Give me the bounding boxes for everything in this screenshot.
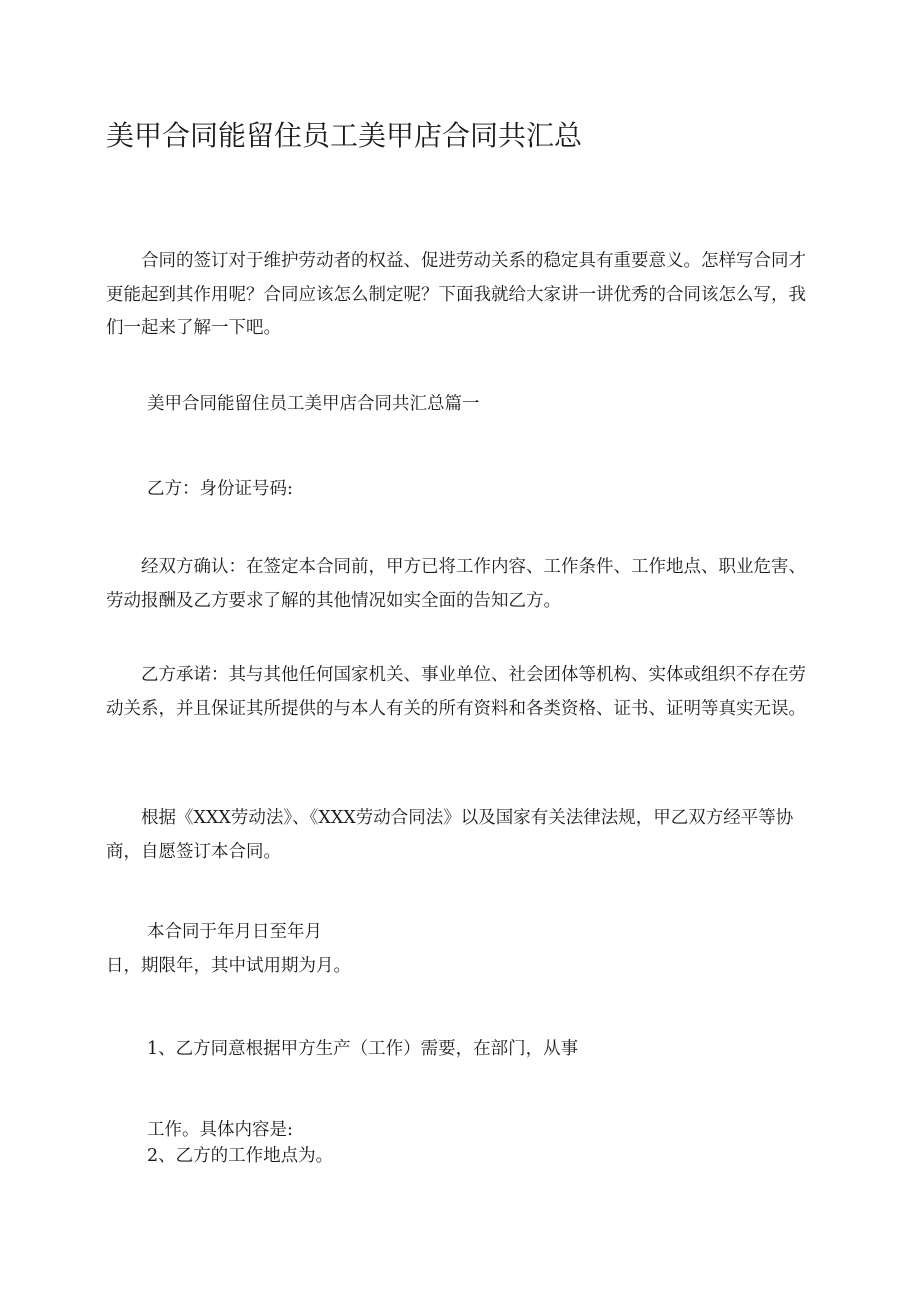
confirmation-paragraph: 经双方确认：在签定本合同前，甲方已将工作内容、工作条件、工作地点、职业危害、劳动报酬及乙方要求了解的其他情况如实全面的告知乙方。 — [106, 557, 806, 611]
section-heading: 美甲合同能留住员工美甲店合同共汇总篇一 — [147, 394, 480, 414]
party-b-id-line: 乙方：身份证号码: — [147, 479, 293, 499]
legal-basis-paragraph: 根据《XXX劳动法》、《XXX劳动合同法》以及国家有关法律法规，甲乙双方经平等协商，自愿签订本合同。 — [106, 808, 794, 862]
intro-paragraph: 合同的签订对于维护劳动者的权益、促进劳动关系的稳定具有重要意义。怎样写合同才更能起到其作用呢？合同应该怎么制定呢？下面我就给大家讲一讲优秀的合同该怎么写，我们一起来了解一下吧。 — [106, 251, 806, 338]
commitment-paragraph: 乙方承诺：其与其他任何国家机关、事业单位、社会团体等机构、实体或组织不存在劳动关系，并且保证其所提供的与本人有关的所有资料和各类资格、证书、证明等真实无误。 — [106, 665, 806, 719]
clause-1-continuation: 工作。具体内容是: — [147, 1120, 293, 1140]
document-title: 美甲合同能留住员工美甲店合同共汇总 — [106, 119, 583, 152]
term-line-1: 本合同于年月日至年月 — [147, 922, 322, 942]
clause-2: 2、乙方的工作地点为。 — [147, 1146, 334, 1166]
term-line-2: 日，期限年，其中试用期为月。 — [106, 956, 351, 976]
clause-1: 1、乙方同意根据甲方生产（工作）需要，在部门，从事 — [147, 1039, 579, 1059]
